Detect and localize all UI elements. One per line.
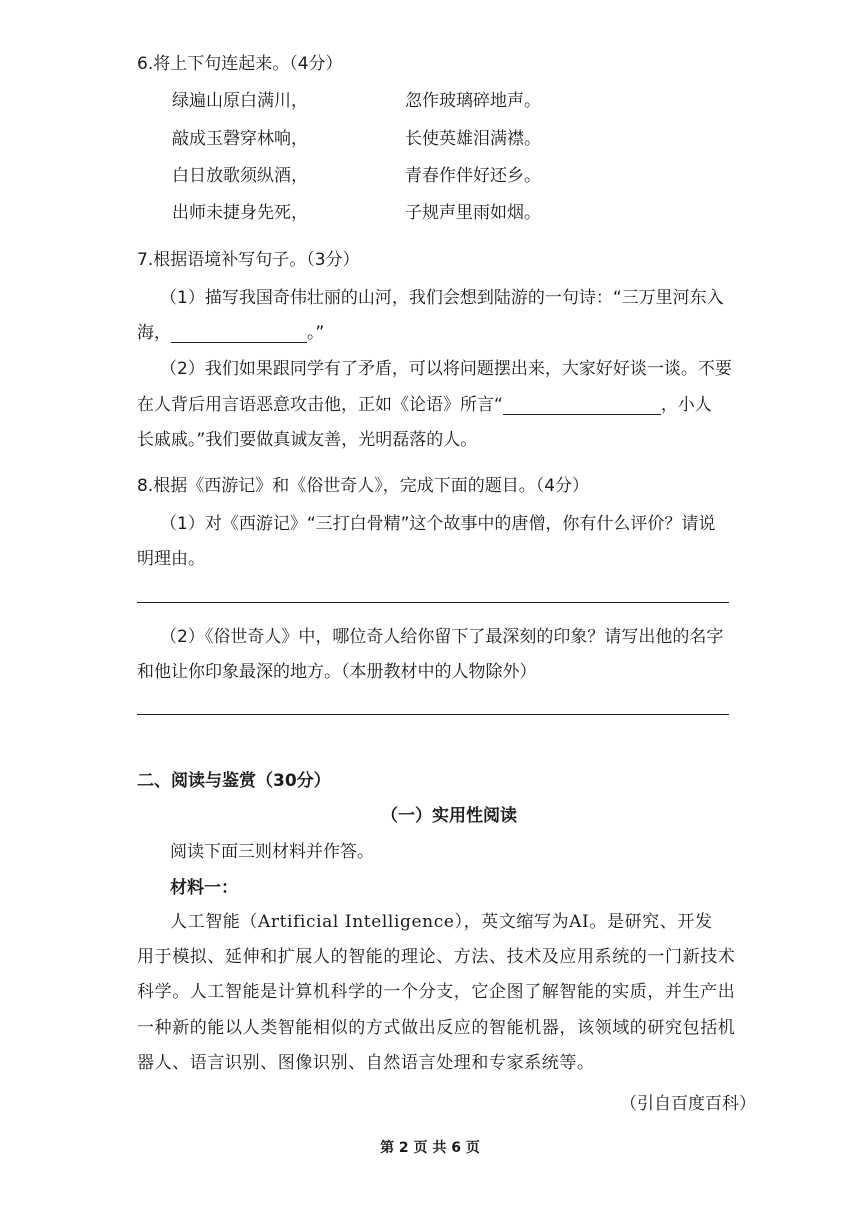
q6-right-1: 忽作玻璃碎地声。 bbox=[405, 91, 541, 111]
q7-blank-1[interactable] bbox=[171, 324, 307, 343]
q6-right-2: 长使英雄泪满襟。 bbox=[405, 129, 541, 149]
material-source: （引自百度百科） bbox=[620, 1094, 756, 1114]
q7-p1-line1: （1）描写我国奇伟壮丽的山河，我们会想到陆游的一句诗：“三万里河东入 bbox=[160, 288, 724, 308]
q7-p2-line1: （2）我们如果跟同学有了矛盾，可以将问题摆出来，大家好好谈一谈。不要 bbox=[160, 359, 732, 379]
q7-p1-line2-post: 。” bbox=[307, 323, 325, 343]
q7-p2-line2-pre: 在人背后用言语恶意攻击他，正如《论语》所言“ bbox=[137, 395, 503, 415]
section2-instruction: 阅读下面三则材料并作答。 bbox=[170, 842, 374, 862]
q8-p1-line2: 明理由。 bbox=[137, 549, 205, 569]
q7-title: 7.根据语境补写句子。（3分） bbox=[137, 250, 360, 270]
q8-p2-line2: 和他让你印象最深的地方。（本册教材中的人物除外） bbox=[137, 662, 537, 682]
q8-p2-line1: （2）《俗世奇人》中，哪位奇人给你留下了最深刻的印象？请写出他的名字 bbox=[160, 627, 724, 647]
material-label: 材料一： bbox=[170, 878, 238, 898]
q7-p2-line2-post: ，小人 bbox=[660, 395, 712, 415]
q7-blank-2[interactable] bbox=[503, 396, 661, 415]
q6-left-1: 绿遍山原白满川， bbox=[172, 91, 308, 111]
q6-right-3: 青春作伴好还乡。 bbox=[405, 166, 541, 186]
q7-p1-line2 bbox=[137, 323, 324, 343]
q8-answer-line-1[interactable] bbox=[137, 602, 729, 603]
q6-left-2: 敲成玉磬穿林响， bbox=[172, 129, 308, 149]
material-line-4: 一种新的能以人类智能相似的方式做出反应的智能机器，该领域的研究包括机 bbox=[137, 1018, 736, 1038]
material-line-3: 科学。人工智能是计算机科学的一个分支，它企图了解智能的实质，并生产出 bbox=[137, 982, 736, 1002]
q7-p1-line2-pre: 海， bbox=[137, 323, 171, 343]
q6-left-3: 白日放歌须纵酒， bbox=[172, 166, 308, 186]
q8-answer-line-2[interactable] bbox=[137, 714, 729, 715]
material-line-1: 人工智能（Artificial Intelligence），英文缩写为AI。是研究、开发 bbox=[170, 912, 713, 932]
q6-left-4: 出师未捷身先死， bbox=[172, 203, 308, 223]
section2-subtitle: （一）实用性阅读 bbox=[381, 806, 517, 826]
section2-title: 二、阅读与鉴赏（30分） bbox=[137, 771, 331, 791]
page-footer: 第 2 页 共 6 页 bbox=[380, 1140, 480, 1156]
q7-p2-line3: 长戚戚。”我们要做真诚友善，光明磊落的人。 bbox=[137, 430, 478, 450]
q6-right-4: 子规声里雨如烟。 bbox=[405, 203, 541, 223]
q7-p2-line2 bbox=[137, 395, 712, 415]
q8-p1-line1: （1）对《西游记》“三打白骨精”这个故事中的唐僧，你有什么评价？请说 bbox=[160, 514, 716, 534]
q6-title: 6.将上下句连起来。（4分） bbox=[137, 54, 343, 74]
material-line-5: 器人、语言识别、图像识别、自然语言处理和专家系统等。 bbox=[137, 1053, 595, 1073]
material-line-2: 用于模拟、延伸和扩展人的智能的理论、方法、技术及应用系统的一门新技术 bbox=[137, 947, 736, 967]
q8-title: 8.根据《西游记》和《俗世奇人》，完成下面的题目。（4分） bbox=[137, 476, 590, 496]
